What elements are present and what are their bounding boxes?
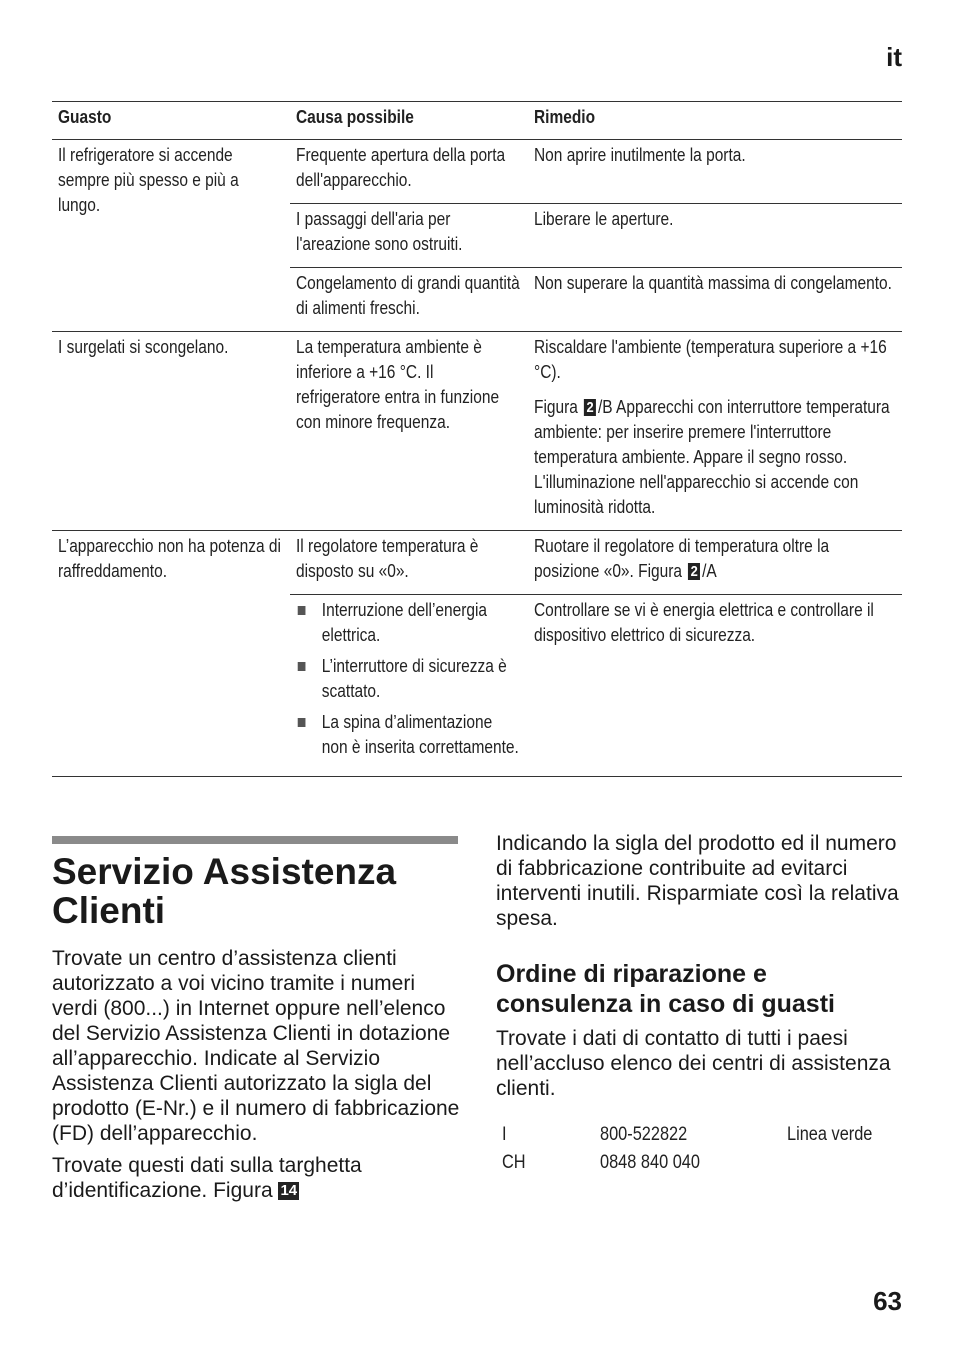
troubleshooting-table <box>52 101 902 777</box>
remedy-cell: Ruotare il regolatore di temperatura oltre la posizione «0». Figura 2 /A <box>528 531 902 595</box>
remedy-text: Riscaldare l'ambiente (temperatura superiore a +16 °C). <box>534 337 887 382</box>
paragraph: Trovate i dati di contatto di tutti i paesi nell’accluso elenco dei centri di assistenza clienti. <box>496 1027 891 1100</box>
cause-cell: I passaggi dell'aria per l'areazione sono ostruiti. <box>290 204 528 268</box>
contacts-table <box>496 1121 902 1177</box>
cause-list <box>296 598 521 760</box>
fault-cell: I surgelati si scongelano. <box>52 332 290 531</box>
bullet-square-icon <box>298 718 306 727</box>
section-divider <box>52 836 458 844</box>
figure-reference-badge: 14 <box>280 1182 298 1199</box>
table-header-row <box>52 102 902 140</box>
phone-number: 800-522822 <box>600 1124 688 1145</box>
page-number: 63 <box>873 1286 902 1316</box>
remedy-text: Figura 2 /B Apparecchi con interruttore temperatura ambiente: per inserire premere l'interruttore temperatura ambiente. Appare il segno rosso. L'illuminazione nell'apparecchio si accende con luminosità ridotta. <box>534 397 890 517</box>
bullet-square-icon <box>298 606 306 615</box>
paragraph: Trovate un centro d’assistenza clienti autorizzato a voi vicino tramite i numeri verdi (800...) in Internet oppure nell’elenco del Servizio Assistenza Clienti in dotazione all’apparecchio. Indicate al Servizio Assistenza Clienti autorizzato la sigla del prodotto (E-Nr.) e il numero di fabbricazione (FD) dell’apparecchio. <box>52 947 460 1145</box>
list-item: La spina d’alimentazione non è inserita correttamente. <box>296 710 521 760</box>
remedy-cell: Controllare se vi è energia elettrica e controllare il dispositivo elettrico di sicurezza. <box>528 595 902 777</box>
remedy-cell: Non superare la quantità massima di congelamento. <box>528 268 902 332</box>
table-row <box>496 1149 902 1177</box>
phone-number: 0848 840 040 <box>600 1152 700 1173</box>
remedy-cell <box>528 332 902 531</box>
section-title: Servizio Assistenza Clienti <box>52 851 397 931</box>
header-cause: Causa possibile <box>290 102 528 140</box>
country-code: I <box>502 1124 507 1145</box>
language-code: it <box>886 42 902 72</box>
header-remedy: Rimedio <box>528 102 902 140</box>
header-fault: Guasto <box>52 102 290 140</box>
table-row <box>496 1121 902 1149</box>
table-row <box>52 140 902 204</box>
phone-note <box>781 1149 902 1177</box>
cause-cell <box>290 595 528 777</box>
remedy-cell: Non aprire inutilmente la porta. <box>528 140 902 204</box>
fault-cell: L’apparecchio non ha potenza di raffreddamento. <box>52 531 290 777</box>
cause-cell: Il regolatore temperatura è disposto su «0». <box>290 531 528 595</box>
list-item: Interruzione dell’energia elettrica. <box>296 598 521 648</box>
table-row <box>52 531 902 595</box>
country-code: CH <box>502 1152 526 1173</box>
phone-note: Linea verde <box>787 1124 873 1145</box>
fault-cell: Il refrigeratore si accende sempre più spesso e più a lungo. <box>52 140 290 332</box>
paragraph: Indicando la sigla del prodotto ed il numero di fabbricazione contribuite ad evitarci interventi inutili. Risparmiate così la relativa spesa. <box>496 832 899 930</box>
cause-cell: Frequente apertura della porta dell'apparecchio. <box>290 140 528 204</box>
remedy-cell: Liberare le aperture. <box>528 204 902 268</box>
list-item: L’interruttore di sicurezza è scattato. <box>296 654 521 704</box>
bullet-square-icon <box>298 662 306 671</box>
subsection-title: Ordine di riparazione e consulenza in caso di guasti <box>496 960 835 1018</box>
table-row <box>52 332 902 531</box>
paragraph: Trovate questi dati sulla targhetta d’identificazione. Figura 14 <box>52 1154 362 1202</box>
figure-reference-badge: 2 <box>584 399 596 416</box>
cause-cell: Congelamento di grandi quantità di alimenti freschi. <box>290 268 528 332</box>
figure-reference-badge: 2 <box>688 563 700 580</box>
cause-cell: La temperatura ambiente è inferiore a +16 °C. Il refrigeratore entra in funzione con minore frequenza. <box>290 332 528 531</box>
